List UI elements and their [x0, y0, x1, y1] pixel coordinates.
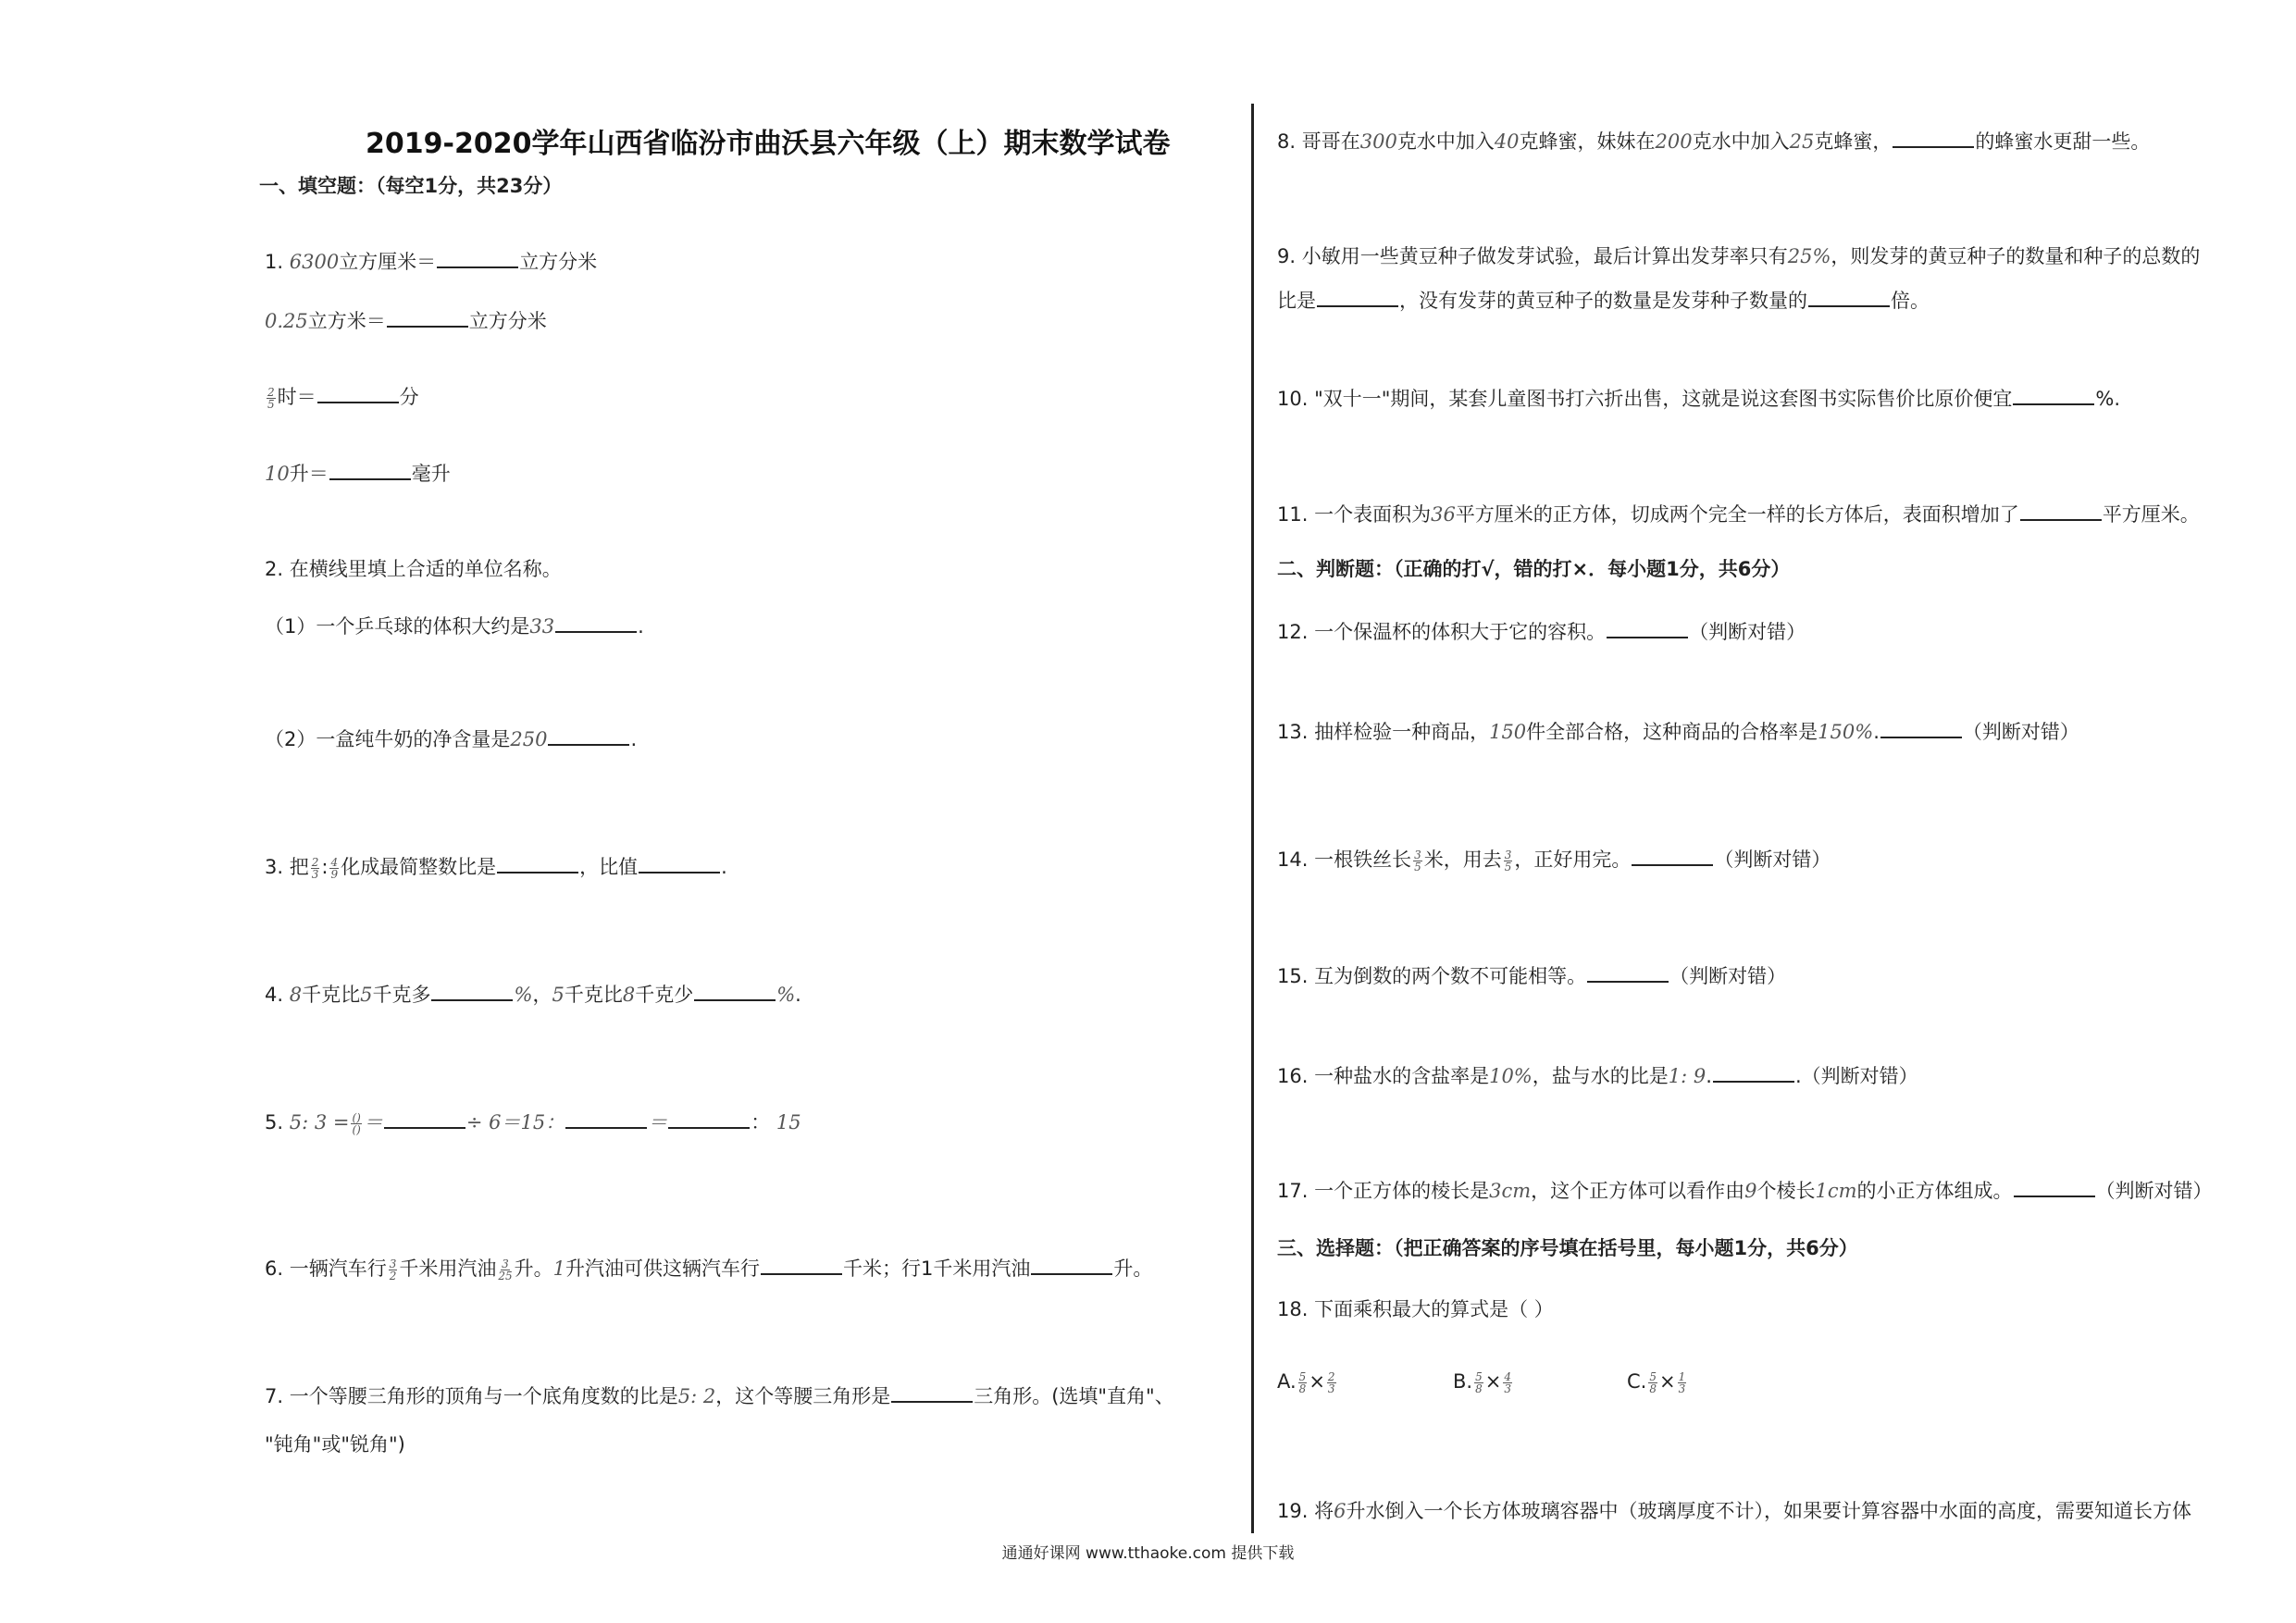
question-1a: 1. 6300立方厘米＝ 立方分米 — [265, 251, 598, 273]
answer-blank[interactable] — [431, 983, 513, 1001]
question-8: 8. 哥哥在300克水中加入40克蜂蜜，妹妹在200克水中加入25克蜂蜜， 的蜂蜜水更甜一些。 — [1277, 130, 2151, 153]
question-7-line-2: "钝角"或"锐角") — [265, 1433, 405, 1456]
question-17: 17. 一个正方体的棱长是3cm，这个正方体可以看作由9个棱长1cm的小正方体组成。 （判断对错） — [1277, 1180, 2213, 1202]
question-7-line-1: 7. 一个等腰三角形的顶角与一个底角度数的比是5: 2，这个等腰三角形是 三角形。(选填"直角"、 — [265, 1385, 1174, 1407]
fraction: $\frac{2}{5}$ — [267, 385, 275, 411]
answer-blank[interactable] — [384, 1110, 465, 1129]
question-1d: 10升＝ 毫升 — [265, 463, 451, 485]
question-10: 10. "双十一"期间，某套儿童图书打六折出售，这就是说这套图书实际售价比原价便宜 %. — [1277, 388, 2121, 410]
section-choice-heading: 三、选择题：（把正确答案的序号填在括号里，每小题1分，共6分） — [1277, 1237, 1858, 1259]
question-2-part-1: （1）一个乒乓球的体积大约是33 . — [265, 615, 644, 638]
answer-blank[interactable] — [317, 385, 399, 403]
fraction: $\frac{5}{8}$ — [1475, 1369, 1483, 1395]
answer-blank[interactable] — [555, 614, 637, 633]
question-2-part-2: （2）一盒纯牛奶的净含量是250 . — [265, 728, 638, 750]
answer-blank[interactable] — [1632, 848, 1713, 866]
answer-blank[interactable] — [761, 1257, 842, 1275]
answer-blank[interactable] — [1317, 289, 1398, 307]
answer-blank[interactable] — [2020, 502, 2102, 521]
fraction: $\frac{3}{2}$ — [389, 1257, 397, 1282]
question-11: 11. 一个表面积为36平方厘米的正方体，切成两个完全一样的长方体后，表面积增加了 平方厘米。 — [1277, 503, 2200, 526]
answer-blank[interactable] — [891, 1384, 973, 1403]
fraction: $\frac{1}{3}$ — [1678, 1369, 1686, 1395]
answer-blank[interactable] — [1031, 1257, 1112, 1275]
answer-blank[interactable] — [565, 1110, 647, 1129]
fraction: $\frac{4}{9}$ — [330, 855, 339, 881]
fraction: $\frac{3}{25}$ — [498, 1257, 513, 1282]
column-divider — [1251, 104, 1254, 1533]
fraction: $\frac{3}{5}$ — [1414, 848, 1421, 873]
choice-option-a[interactable]: A. $\frac{5}{8}$ × $\frac{2}{3}$ — [1277, 1369, 1335, 1395]
answer-blank[interactable] — [1880, 720, 1962, 738]
answer-blank[interactable] — [694, 983, 776, 1001]
answer-blank[interactable] — [387, 309, 468, 328]
answer-blank[interactable] — [329, 462, 411, 480]
question-1b: 0.25立方米＝ 立方分米 — [265, 310, 547, 332]
question-1c: $\frac{2}{5}$ 时＝ 分 — [267, 385, 419, 411]
fraction: $\frac{()}{()}$ — [352, 1110, 361, 1136]
question-3: 3. 把 $\frac{2}{3}$ : $\frac{4}{9}$ 化成最简整数比是 ，比值 . — [265, 855, 727, 881]
answer-blank[interactable] — [1713, 1064, 1794, 1083]
answer-blank[interactable] — [2014, 1179, 2095, 1197]
choice-option-b[interactable]: B. $\frac{5}{8}$ × $\frac{4}{3}$ — [1453, 1369, 1511, 1395]
answer-blank[interactable] — [1587, 964, 1669, 983]
answer-blank[interactable] — [639, 855, 720, 873]
question-12: 12. 一个保温杯的体积大于它的容积。 （判断对错） — [1277, 621, 1806, 643]
question-5: 5. 5: 3 = $\frac{()}{()}$ ＝ ÷ 6＝15： ＝ ： 15 — [265, 1110, 801, 1136]
fraction: $\frac{2}{3}$ — [1327, 1369, 1335, 1395]
answer-blank[interactable] — [2013, 387, 2094, 405]
fraction: $\frac{4}{3}$ — [1504, 1369, 1511, 1395]
question-9-line-1: 9. 小敏用一些黄豆种子做发芽试验，最后计算出发芽率只有25%，则发芽的黄豆种子的数量和种子的总数的 — [1277, 245, 2201, 267]
question-6: 6. 一辆汽车行 $\frac{3}{2}$ 千米用汽油 $\frac{3}{25}$ 升。1升汽油可供这辆汽车行 千米；行1千米用汽油 升。 — [265, 1257, 1153, 1282]
answer-blank[interactable] — [437, 250, 518, 268]
fraction: $\frac{5}{8}$ — [1649, 1369, 1657, 1395]
question-4: 4. 8千克比5千克多 %，5千克比8千克少 %. — [265, 984, 801, 1006]
footer-source: 通通好课网 www.tthaoke.com 提供下载 — [1001, 1544, 1295, 1563]
answer-blank[interactable] — [1808, 289, 1890, 307]
section-fill-heading: 一、填空题：（每空1分，共23分） — [259, 175, 563, 197]
answer-blank[interactable] — [668, 1110, 750, 1129]
question-15: 15. 互为倒数的两个数不可能相等。 （判断对错） — [1277, 965, 1787, 987]
exam-title: 2019-2020学年山西省临汾市曲沃县六年级（上）期末数学试卷 — [366, 128, 1171, 160]
answer-blank[interactable] — [1607, 620, 1688, 638]
fraction: $\frac{3}{5}$ — [1504, 848, 1512, 873]
answer-blank[interactable] — [497, 855, 578, 873]
choice-option-c[interactable]: C. $\frac{5}{8}$ × $\frac{1}{3}$ — [1627, 1369, 1686, 1395]
question-16: 16. 一种盐水的含盐率是10%，盐与水的比是1: 9. .（判断对错） — [1277, 1065, 1918, 1087]
question-14: 14. 一根铁丝长 $\frac{3}{5}$ 米，用去 $\frac{3}{5}$ ，正好用完。 （判断对错） — [1277, 848, 1831, 873]
answer-blank[interactable] — [1893, 130, 1974, 148]
question-2: 2. 在横线里填上合适的单位名称。 — [265, 558, 562, 580]
question-19: 19. 将6升水倒入一个长方体玻璃容器中（玻璃厚度不计），如果要计算容器中水面的高度，需要知道长方体 — [1277, 1500, 2191, 1522]
fraction: $\frac{2}{3}$ — [311, 855, 319, 881]
question-18: 18. 下面乘积最大的算式是（ ） — [1277, 1298, 1554, 1320]
answer-blank[interactable] — [548, 727, 629, 746]
section-judge-heading: 二、判断题：（正确的打√，错的打×．每小题1分，共6分） — [1277, 558, 1791, 580]
question-9-line-2: 比是 ，没有发芽的黄豆种子的数量是发芽种子数量的 倍。 — [1277, 290, 1930, 312]
fraction: $\frac{5}{8}$ — [1298, 1369, 1307, 1395]
question-13: 13. 抽样检验一种商品，150件全部合格，这种商品的合格率是150%. （判断对错） — [1277, 721, 2079, 743]
